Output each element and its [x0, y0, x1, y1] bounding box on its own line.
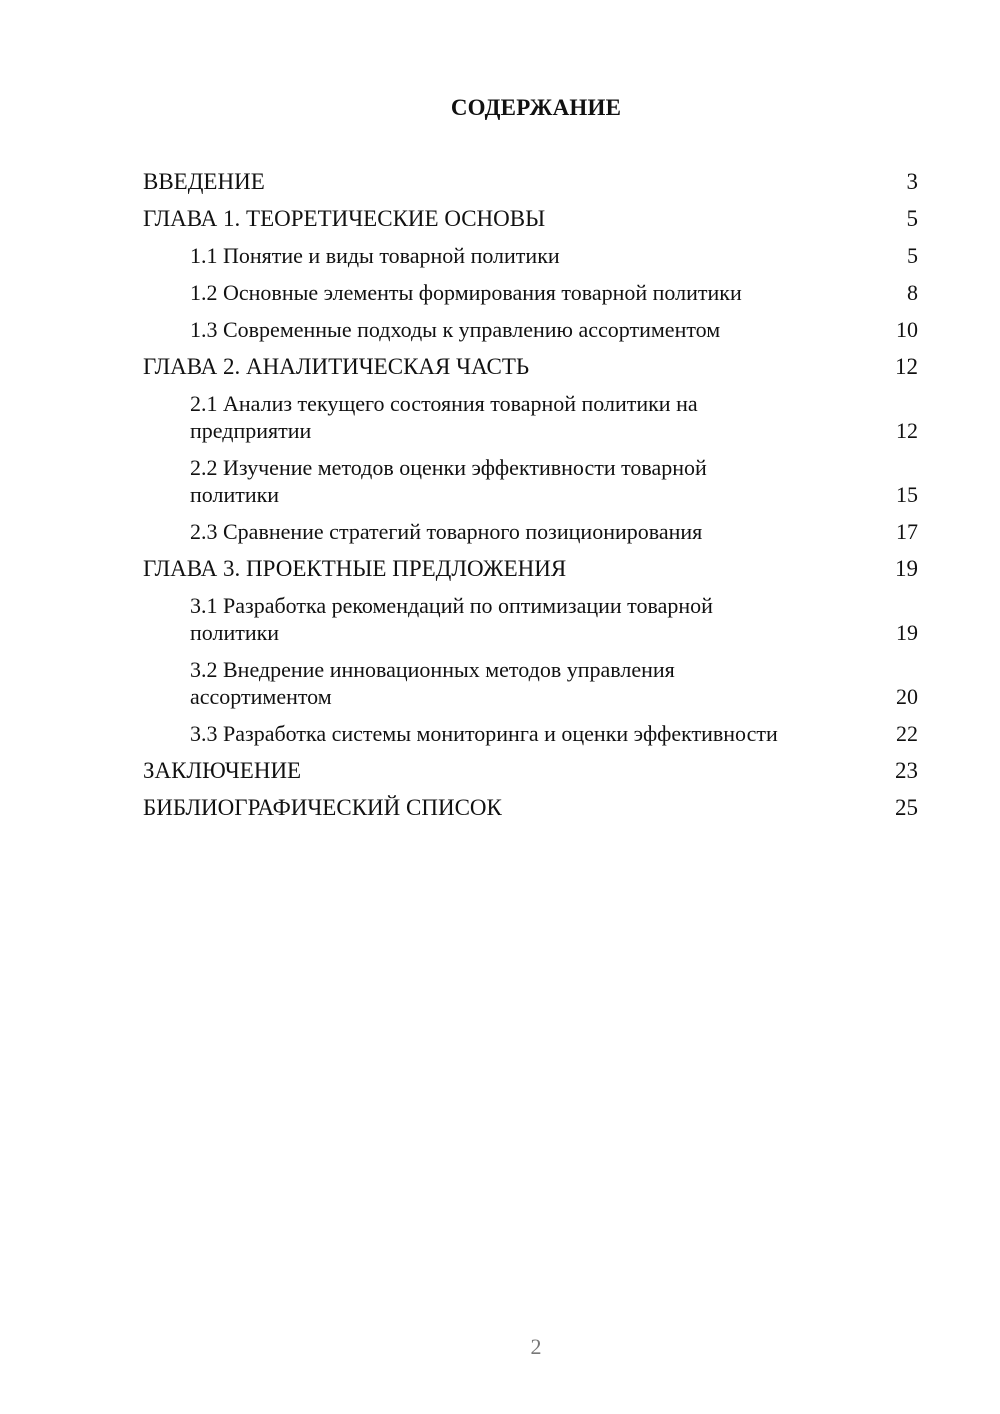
toc-item-label: 3.1 Разработка рекомендаций по оптимизации товарной политики [190, 593, 713, 645]
toc-item-label: 2.2 Изучение методов оценки эффективности товарной политики [190, 455, 707, 507]
toc-item-section-1-3[interactable] [143, 316, 918, 343]
toc-item-section-1-1[interactable] [143, 242, 918, 269]
toc-item-page: 12 [895, 354, 918, 379]
toc-item-label: ГЛАВА 3. ПРОЕКТНЫЕ ПРЕДЛОЖЕНИЯ [143, 556, 567, 581]
toc-item-page: 5 [906, 206, 918, 231]
toc-item-label: ГЛАВА 2. АНАЛИТИЧЕСКАЯ ЧАСТЬ [143, 354, 530, 379]
toc-item-page: 23 [895, 758, 918, 783]
toc-item-page: 19 [895, 556, 918, 581]
toc-item-page: 12 [896, 418, 918, 443]
toc-item-page: 15 [896, 482, 918, 507]
toc-item-label: ЗАКЛЮЧЕНИЕ [143, 758, 302, 783]
toc-item-page: 22 [896, 721, 918, 746]
toc-item-label: 2.1 Анализ текущего состояния товарной политики на предприятии [190, 391, 698, 443]
toc-item-page: 5 [907, 243, 918, 268]
toc-item-page: 20 [896, 684, 918, 709]
toc-item-page: 19 [896, 620, 918, 645]
toc-item-conclusion[interactable] [143, 757, 918, 784]
table-of-contents [143, 168, 918, 831]
toc-item-section-2-3[interactable] [143, 518, 918, 545]
toc-item-page: 25 [895, 795, 918, 820]
toc-item-section-2-2[interactable] [143, 454, 918, 508]
toc-item-label: 3.3 Разработка системы мониторинга и оценки эффективности [190, 721, 778, 746]
toc-item-section-3-2[interactable] [143, 656, 918, 710]
toc-heading: СОДЕРЖАНИЕ [450, 95, 622, 120]
toc-item-label: 2.3 Сравнение стратегий товарного позиционирования [190, 519, 703, 544]
toc-item-label: БИБЛИОГРАФИЧЕСКИЙ СПИСОК [143, 795, 502, 820]
toc-item-label: 1.2 Основные элементы формирования товарной политики [190, 280, 742, 305]
toc-item-section-3-3[interactable] [143, 720, 918, 747]
toc-item-label: ВВЕДЕНИЕ [143, 169, 265, 194]
toc-item-chapter-1[interactable] [143, 205, 918, 232]
toc-item-label: 1.1 Понятие и виды товарной политики [190, 243, 560, 268]
toc-item-bibliography[interactable] [143, 794, 918, 821]
toc-item-page: 10 [896, 317, 918, 342]
toc-item-label: 1.3 Современные подходы к управлению ассортиментом [190, 317, 721, 342]
toc-item-chapter-3[interactable] [143, 555, 918, 582]
page-number: 2 [530, 1334, 542, 1359]
toc-item-introduction[interactable] [143, 168, 918, 195]
toc-item-label: 3.2 Внедрение инновационных методов управления ассортиментом [190, 657, 675, 709]
toc-item-chapter-2[interactable] [143, 353, 918, 380]
toc-item-page: 8 [907, 280, 918, 305]
toc-item-section-1-2[interactable] [143, 279, 918, 306]
toc-item-page: 17 [896, 519, 918, 544]
toc-item-page: 3 [906, 169, 918, 194]
toc-item-section-2-1[interactable] [143, 390, 918, 444]
toc-item-label: ГЛАВА 1. ТЕОРЕТИЧЕСКИЕ ОСНОВЫ [143, 206, 546, 231]
toc-item-section-3-1[interactable] [143, 592, 918, 646]
